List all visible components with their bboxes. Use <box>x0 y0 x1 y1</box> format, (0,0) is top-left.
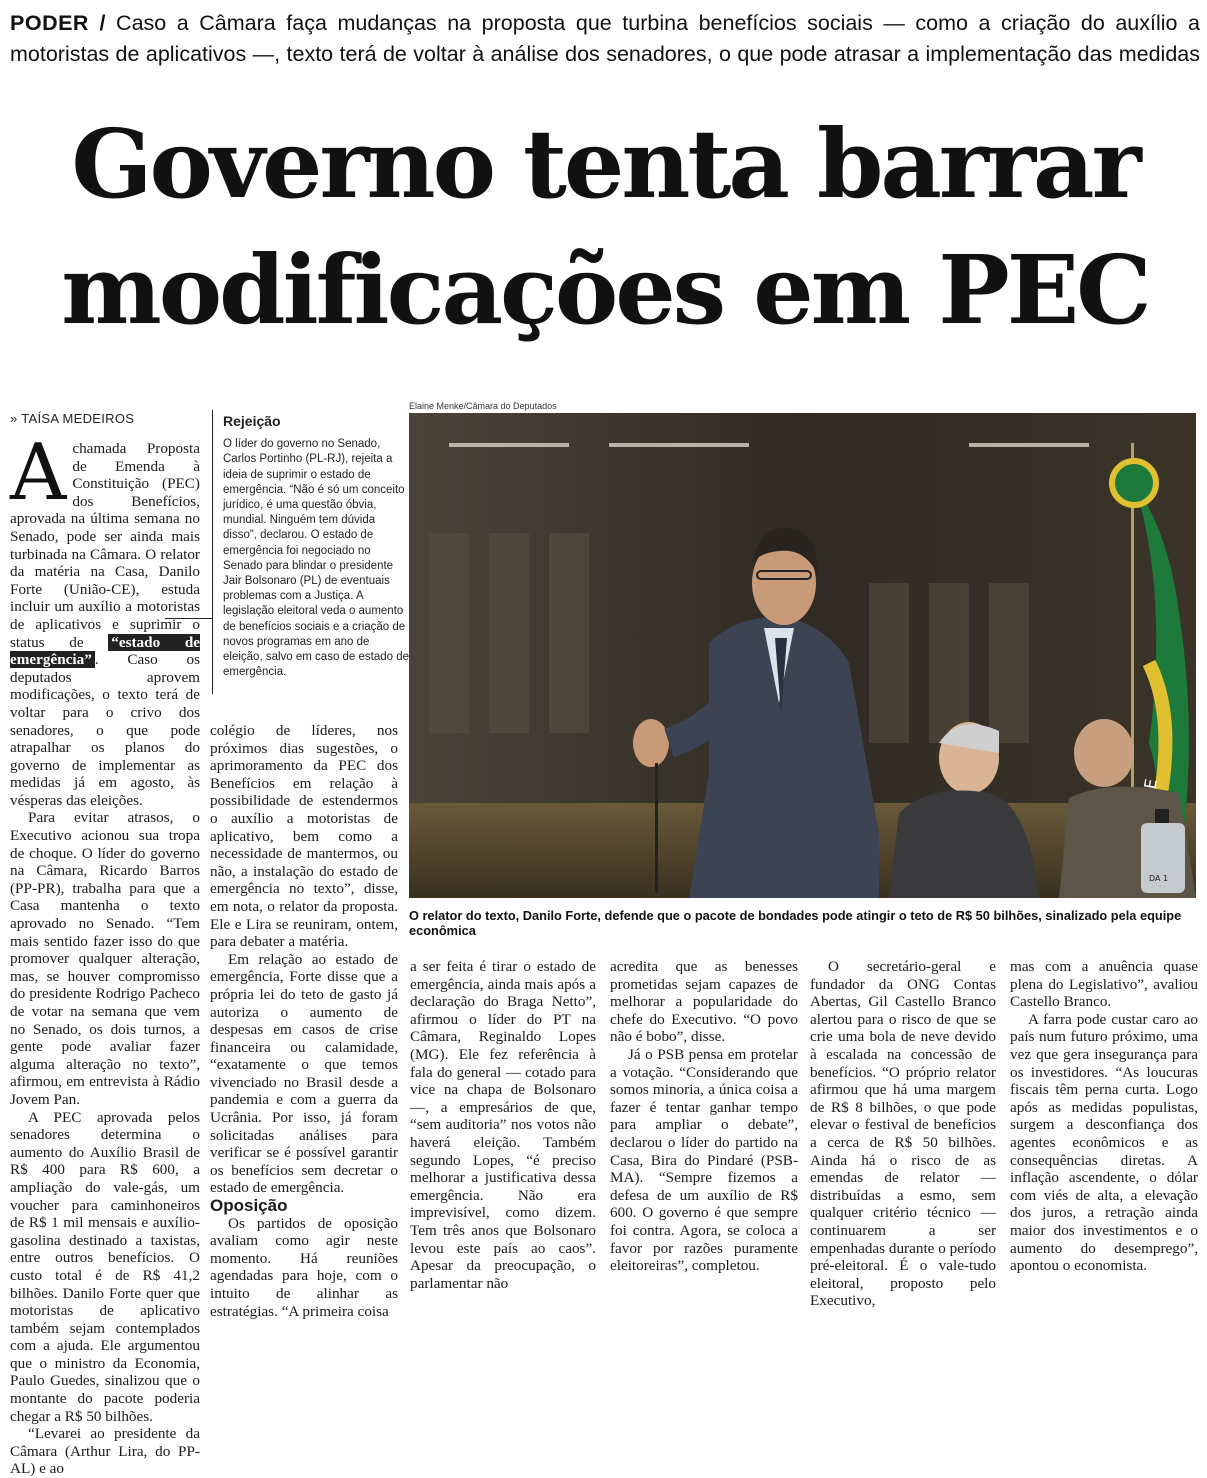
headline <box>10 102 1200 354</box>
article-paragraph: A PEC aprovada pelos senadores determina o aumento do Auxílio Brasil de R$ 400 para R$ 600, a ampliação do vale-gás, um voucher para caminhoneiros de R$ 1 mil mensais e auxílio-gasolina destinado a taxistas, entre outros benefícios. O custo total é de R$ 41,2 bilhões. Danilo Forte quer que motoristas de aplicativo também sejam contemplados com a ajuda. Ele argumentou que o ministro da Economia, Paulo Guedes, sinalizou que o montante do pacote poderia chegar a R$ 50 bilhões. <box>10 1108 200 1425</box>
article-paragraph: acredita que as benesses prometidas sejam capazes de melhorar a popularidade do chefe do Executivo. “O povo não é bobo”, disse. <box>610 958 798 1046</box>
article-column-6 <box>1010 958 1198 1275</box>
kicker-text: Caso a Câmara faça mudanças na proposta que turbina benefícios sociais — como a criação do auxílio a motoristas de aplicativos —, texto terá de voltar à análise dos senadores, o que pode atrasar a implementação das medidas <box>10 11 1200 66</box>
sidebar-title: Rejeição <box>223 413 281 429</box>
photo-caption: O relator do texto, Danilo Forte, defende que o pacote de bondades pode atingir o teto de R$ 50 bilhões, sinalizado pela equipe econômica <box>409 908 1182 938</box>
headline-line-1: Governo tenta barrar <box>71 109 1139 220</box>
photo-credit: Elaine Menke/Câmara do Deputados <box>409 401 557 411</box>
bottle-label: DA 1 <box>1149 874 1169 883</box>
photo-illustration <box>409 413 1196 898</box>
kicker <box>10 8 1200 70</box>
article-paragraph: O secretário-geral e fundador da ONG Contas Abertas, Gil Castello Branco alertou para o risco de que se crie uma bola de neve devido à escalada na concessão de benefícios. “O próprio relator afirmou que há uma margem de R$ 8 bilhões, o que pode elevar o festival de benefícios a cerca de R$ 50 bilhões. Ainda há o risco de as emendas de relator — distribuídas a esmo, sem qualquer critério técnico — continuarem a ser empenhadas durante o período pré-eleitoral. É o vale-tudo eleitoral, proposto pelo Executivo, <box>810 958 996 1310</box>
article-paragraph: Para evitar atrasos, o Executivo acionou sua tropa de choque. O líder do governo na Câmara, Ricardo Barros (PP-PR), trabalha para que a Casa mantenha o texto aprovado no Senado. “Tem mais sentido fazer isso do que promover qualquer alteração, mas, se houver compromisso do presidente Rodrigo Pacheco de votar na semana que vem no Senado, os dois turnos, a gente pode avaliar fazer alguma alteração no texto”, afirmou, em entrevista à Rádio Jovem Pan. <box>10 809 200 1108</box>
article-paragraph: Os partidos de oposição avaliam como agir neste momento. Há reuniões agendadas para hoje, com o intuito de alinhar as estratégias. “A primeira coisa <box>210 1214 398 1320</box>
article-paragraph: “Levarei ao presidente da Câmara (Arthur Lira, do PP-AL) e ao <box>10 1425 200 1478</box>
section-label: PODER <box>10 11 89 35</box>
sidebar-text: O líder do governo no Senado, Carlos Portinho (PL-RJ), rejeita a ideia de suprimir o estado de emergência. “Não é só um conceito jurídico, é uma questão óbvia, mundial. Ninguém tem dúvida disso”, declarou. O estado de emergência foi negociado no Senado para blindar o presidente Jair Bolsonaro (PL) de eventuais problemas com a Justiça. A legislação eleitoral veda o aumento de benefícios sociais e a criação de novos programas em ano de eleição, salvo em caso de estado de emergência. <box>223 438 410 679</box>
highlight-estado-de-emergencia: “estado de emergência” <box>10 633 201 669</box>
subhead-oposicao: Oposição <box>210 1196 288 1216</box>
article-paragraph: A farra pode custar caro ao país num futuro próximo, uma vez que gera insegurança para os investidores. “As loucuras fiscais têm perna curta. Logo após as medidas populistas, surgem a desconfiança dos agentes econômicos e as consequências diretas. A inflação ascendente, o dólar com viés de alta, a elevação dos juros, a retração ainda maior dos investimentos e o aumento do desemprego”, apontou o economista. <box>1010 1010 1198 1275</box>
byline: » TAÍSA MEDEIROS <box>10 411 135 426</box>
article-paragraph: colégio de líderes, nos próximos dias sugestões, o aprimoramento da PEC dos Benefícios em relação à possibilidade de estendermos o auxílio a motoristas de aplicativo, bem como a necessidade de mantermos, ou não, a instalação do estado de emergência no texto”, disse, em nota, o relator da proposta. Ele e Lira se reuniram, ontem, para debater a matéria. <box>210 722 398 951</box>
article-column-1 <box>10 428 201 1478</box>
article-column-4 <box>610 958 798 1275</box>
sidebar-rejeicao <box>212 410 411 694</box>
article-paragraph: mas com a anuência quase plena do Legislativo”, avaliou Castello Branco. <box>1010 958 1198 1011</box>
sidebar-connector-line <box>165 618 213 619</box>
article-paragraph: a ser feita é tirar o estado de emergência, ainda mais após a declaração do Braga Netto”, afirmou o líder do PT na Câmara, Reginaldo Lopes (MG). Ele fez referência à fala do general — cotado para vice na chapa de Bolsonaro —, a empresários de que, “sem auditoria” nos votos não haverá eleição. Também segundo Lopes, “é preciso melhorar a justificativa dessa emergência. Não era imprevisível, como dizem. Tem três anos que Bolsonaro levou este país ao caos”. Apesar da preocupação, o parlamentar não <box>410 958 596 1292</box>
article-column-2 <box>210 722 398 1320</box>
article-paragraph: Em relação ao estado de emergência, Forte disse que a própria lei do teto de gasto já autoriza o aumento de despesas em casos de crise financeira ou calamidade, “exatamente o que temos vivenciado no Brasil desde a pandemia e com a guerra da Ucrânia. Por isso, já foram solicitadas análises para verificar se é possível garantir os benefícios sem decretar o estado de emergência. <box>210 950 398 1197</box>
article-column-3 <box>410 958 596 1292</box>
article-paragraph: Já o PSB pensa em protelar a votação. “Considerando que somos minoria, a única coisa a fazer é tentar ganhar tempo para ampliar o debate”, declarou o líder do partido na Casa, Bira do Pindaré (PSB-MA). “Sempre fizemos a defesa de um auxílio de R$ 600. O governo é que sempre foi contra. Agora, se coloca a favor por razões puramente eleitoreiras”, completou. <box>610 1045 798 1275</box>
headline-line-2: modificações em PEC <box>61 235 1149 346</box>
drop-cap: A <box>10 428 67 518</box>
article-column-5 <box>810 958 996 1310</box>
article-paragraph: Achamada Proposta de Emenda à Constituição (PEC) dos Benefícios, aprovada na última semana no Senado, pode ser ainda mais turbinada na Câmara. O relator da matéria na Casa, Danilo Forte (União-CE), estuda incluir um auxílio a motoristas de aplicativos e suprimir o status de “estado de emergência” . Caso os deputados aprovem modificações, o texto terá de voltar para o crivo dos senadores, o que pode atrapalhar os planos do governo de implementar as medidas já em agosto, às vésperas das eleições. <box>10 428 201 809</box>
section-separator: / <box>99 11 106 35</box>
news-photo <box>409 413 1196 898</box>
